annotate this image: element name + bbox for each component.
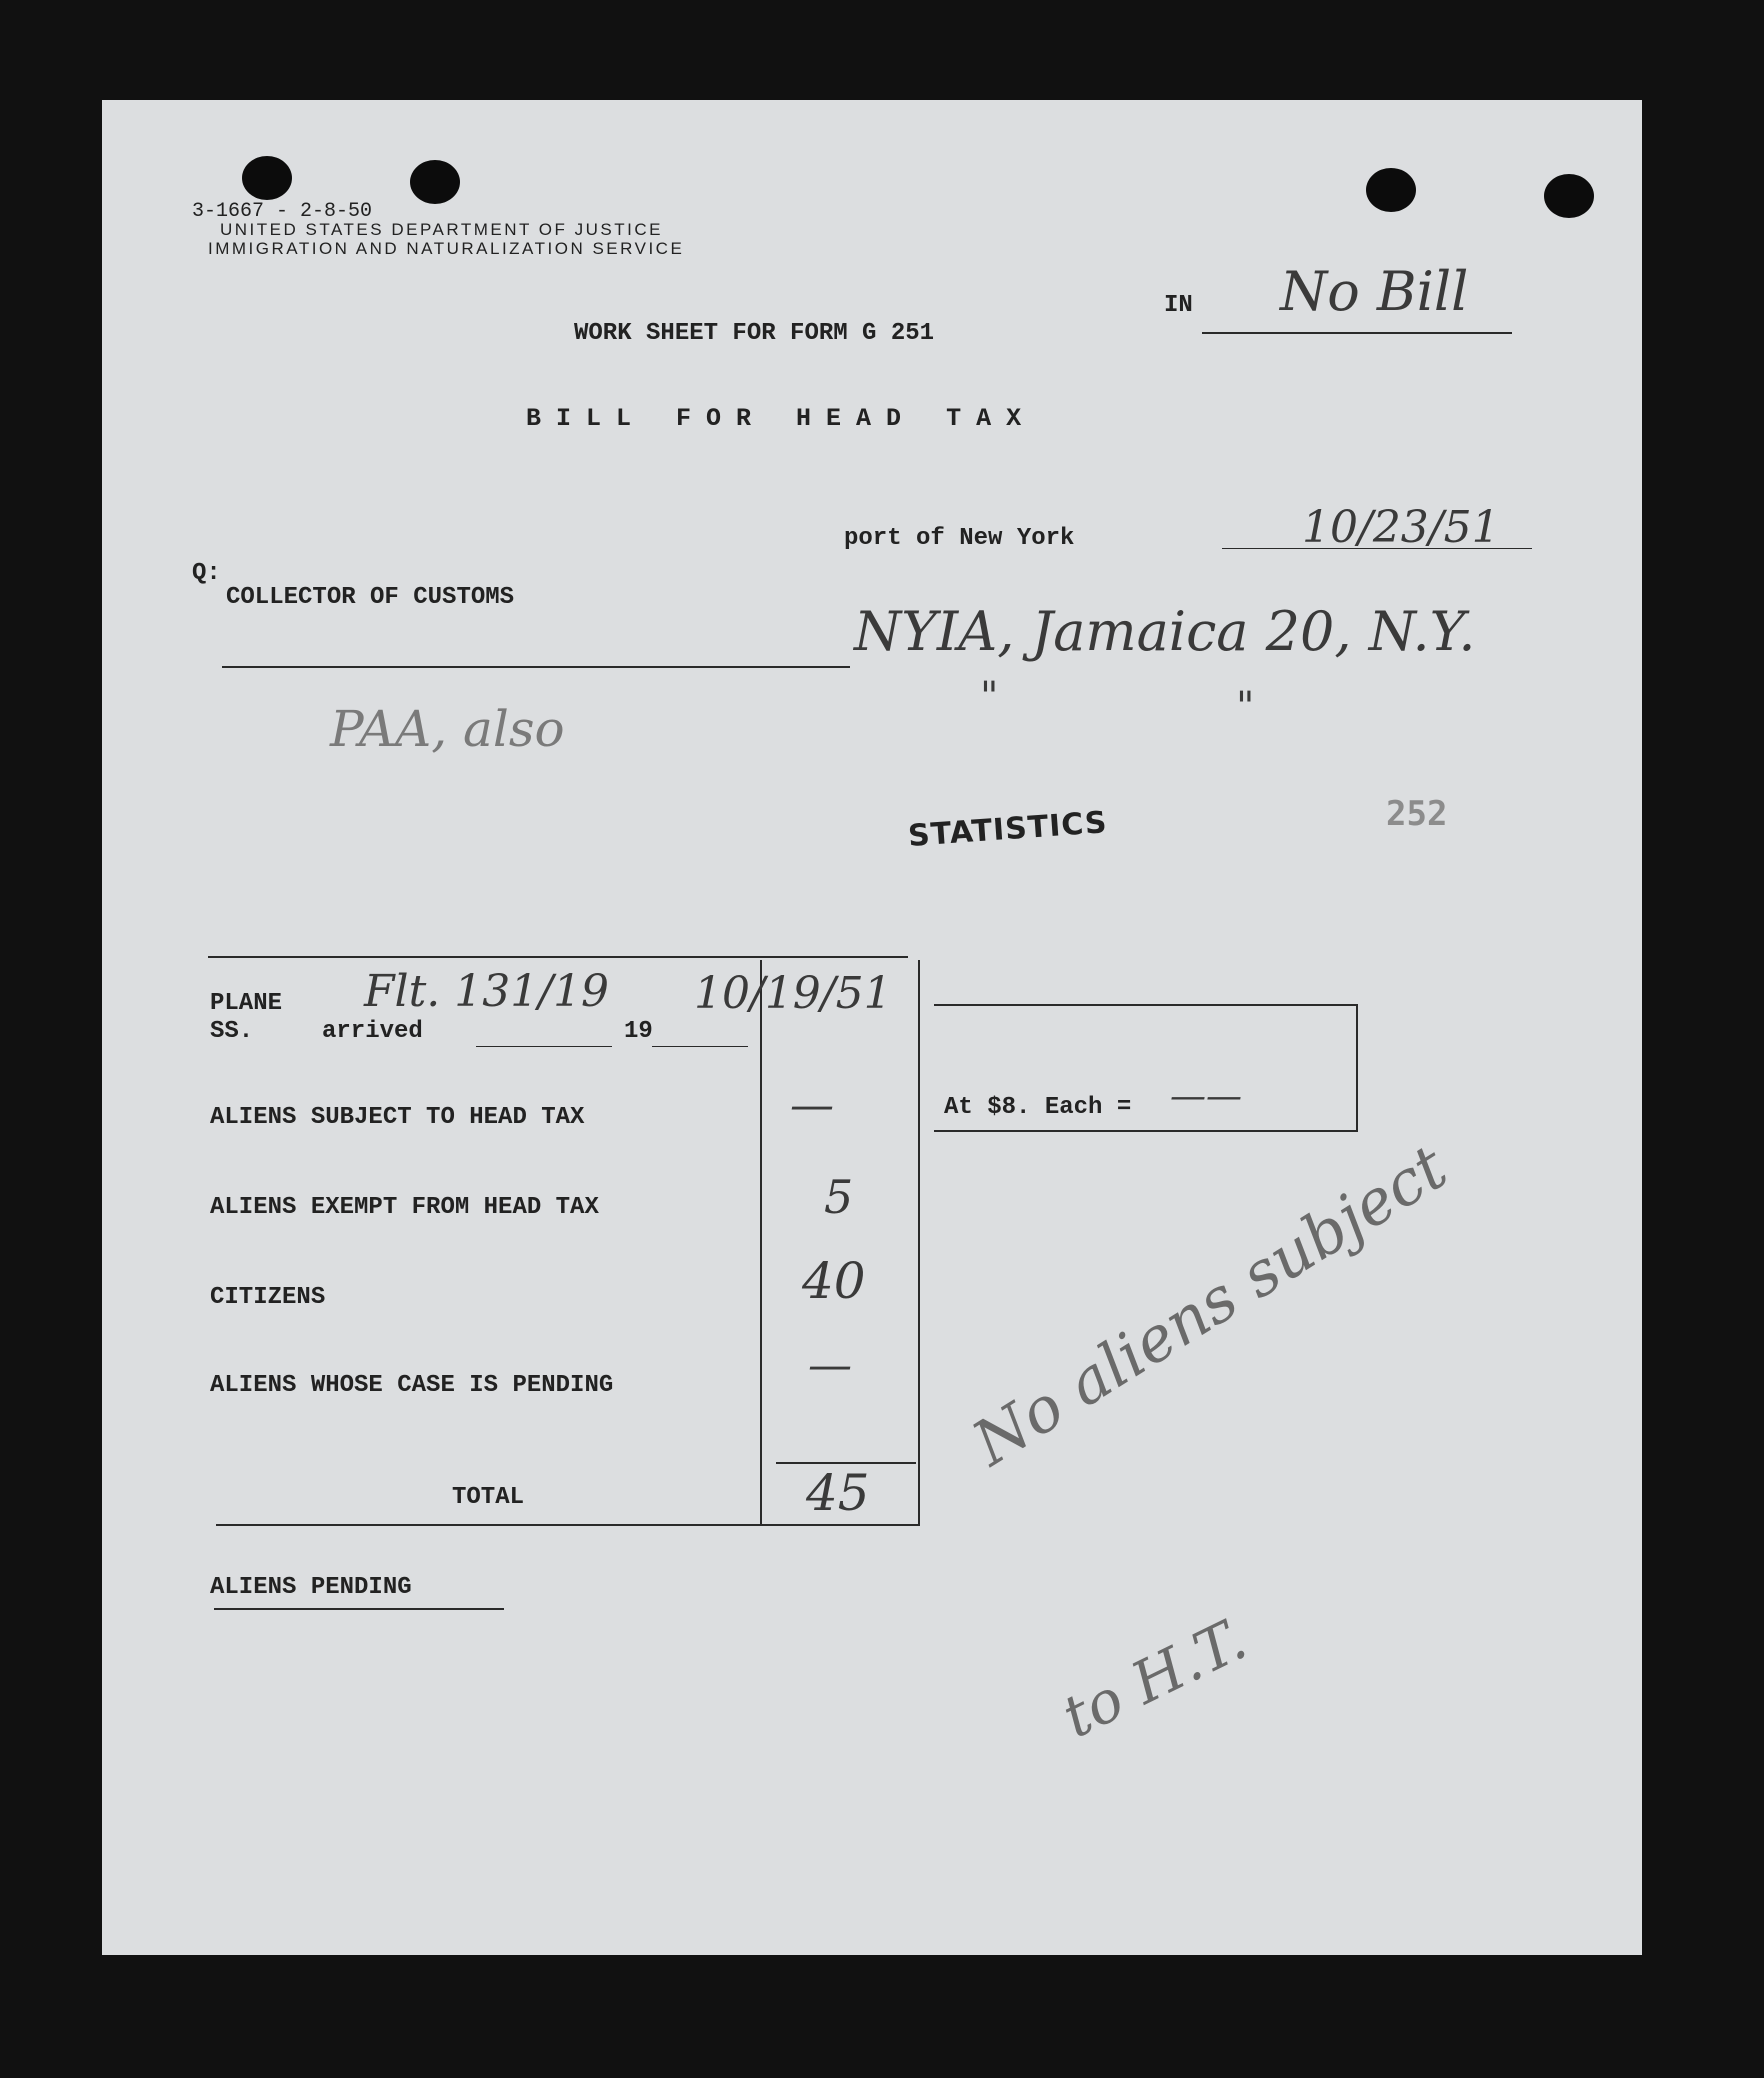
rate-box-bottom bbox=[934, 1130, 1358, 1132]
note-line-1: No aliens subject bbox=[960, 1130, 1460, 1480]
row-label-citizens: CITIZENS bbox=[210, 1284, 326, 1311]
agency-line-1: UNITED STATES DEPARTMENT OF JUSTICE bbox=[220, 220, 663, 239]
date-underline bbox=[1222, 548, 1532, 549]
in-label: IN bbox=[1164, 292, 1193, 319]
table-top-rule bbox=[208, 956, 908, 958]
plane-label: PLANE bbox=[210, 990, 283, 1017]
aliens-pending-underline bbox=[214, 1608, 504, 1610]
row-value-pending: — bbox=[808, 1340, 852, 1391]
stamp-number: 252 bbox=[1386, 794, 1448, 834]
punch-hole bbox=[242, 156, 292, 200]
worksheet-title: WORK SHEET FOR FORM G 251 bbox=[574, 320, 935, 347]
row-label-pending: ALIENS WHOSE CASE IS PENDING bbox=[210, 1372, 614, 1399]
flight-handwritten: Flt. 131/19 bbox=[364, 966, 610, 1017]
rate-value: —— bbox=[1170, 1076, 1242, 1117]
bill-title: B I L L F O R H E A D T A X bbox=[526, 404, 1022, 433]
document-sheet bbox=[102, 100, 1642, 1955]
rate-text: At $8. Each = bbox=[944, 1094, 1132, 1121]
rate-box-right bbox=[1356, 1004, 1358, 1132]
in-underline bbox=[1202, 332, 1512, 334]
rate-box-top bbox=[934, 1004, 1358, 1006]
collector-label: COLLECTOR OF CUSTOMS bbox=[226, 584, 515, 611]
table-divider bbox=[760, 960, 762, 1525]
row-value-exempt: 5 bbox=[824, 1170, 854, 1224]
punch-hole bbox=[1544, 174, 1594, 218]
to-label: Q: bbox=[192, 560, 221, 587]
total-value: 45 bbox=[806, 1464, 870, 1522]
statistics-stamp: STATISTICS bbox=[907, 805, 1109, 854]
arrived-underline bbox=[476, 1046, 612, 1047]
ditto-mark: " bbox=[1236, 684, 1255, 730]
row-value-subject: — bbox=[790, 1080, 834, 1131]
flight-date-handwritten: 10/19/51 bbox=[694, 968, 892, 1019]
carrier-handwritten: PAA, also bbox=[330, 700, 565, 758]
total-label: TOTAL bbox=[452, 1484, 525, 1511]
in-value: No Bill bbox=[1280, 260, 1469, 323]
table-bottom-rule bbox=[216, 1524, 920, 1526]
ss-label: SS. bbox=[210, 1018, 254, 1045]
date-value: 10/23/51 bbox=[1302, 502, 1500, 553]
form-code: 3-1667 - 2-8-50 bbox=[192, 200, 373, 223]
arrived-label: arrived bbox=[322, 1018, 423, 1045]
year-prefix: 19 bbox=[624, 1018, 653, 1045]
punch-hole bbox=[410, 160, 460, 204]
row-label-subject: ALIENS SUBJECT TO HEAD TAX bbox=[210, 1104, 585, 1131]
row-label-exempt: ALIENS EXEMPT FROM HEAD TAX bbox=[210, 1194, 599, 1221]
row-value-citizens: 40 bbox=[802, 1252, 866, 1310]
address-underline bbox=[222, 666, 850, 668]
year-underline bbox=[652, 1046, 748, 1047]
punch-hole bbox=[1366, 168, 1416, 212]
address-handwritten: NYIA, Jamaica 20, N.Y. bbox=[854, 600, 1476, 663]
table-right-border bbox=[918, 960, 920, 1525]
agency-line-2: IMMIGRATION AND NATURALIZATION SERVICE bbox=[208, 239, 685, 258]
ditto-mark: " bbox=[980, 674, 999, 720]
note-line-2: to H.T. bbox=[1052, 1604, 1257, 1752]
aliens-pending-label: ALIENS PENDING bbox=[210, 1574, 412, 1601]
port-label: port of New York bbox=[844, 525, 1075, 552]
